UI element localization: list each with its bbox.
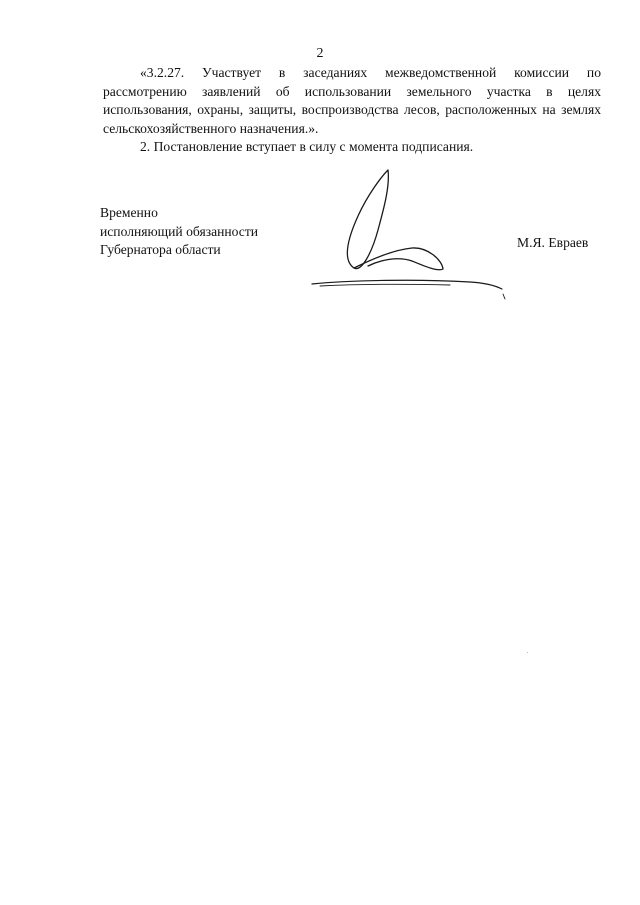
paragraph-amendment: «3.2.27. Участвует в заседаниях межведомственной комиссии по рассмотрению заявлений об использовании земельного участка в целях использования, охраны, защиты, воспроизводства лесов, расположенных на землях сельскохозяйственного назначения.». [103, 65, 601, 136]
signatory-title-line: Губернатора области [100, 242, 221, 257]
document-body [103, 64, 601, 157]
signatory-title [100, 204, 258, 260]
signature-loop-stroke [347, 170, 388, 269]
signatory-title-line: исполняющий обязанности [100, 223, 259, 239]
signatory-name: М.Я. Евраев [517, 235, 589, 250]
page-number: 2 [316, 46, 324, 61]
signatory-title-line: Временно [100, 205, 158, 220]
handwritten-signature [310, 168, 515, 303]
signature-underline-stroke [320, 284, 450, 286]
paragraph-effective-date: 2. Постановление вступает в силу с момента подписания. [140, 139, 474, 154]
signature-tick-stroke [503, 294, 505, 299]
scan-speck [527, 652, 528, 653]
